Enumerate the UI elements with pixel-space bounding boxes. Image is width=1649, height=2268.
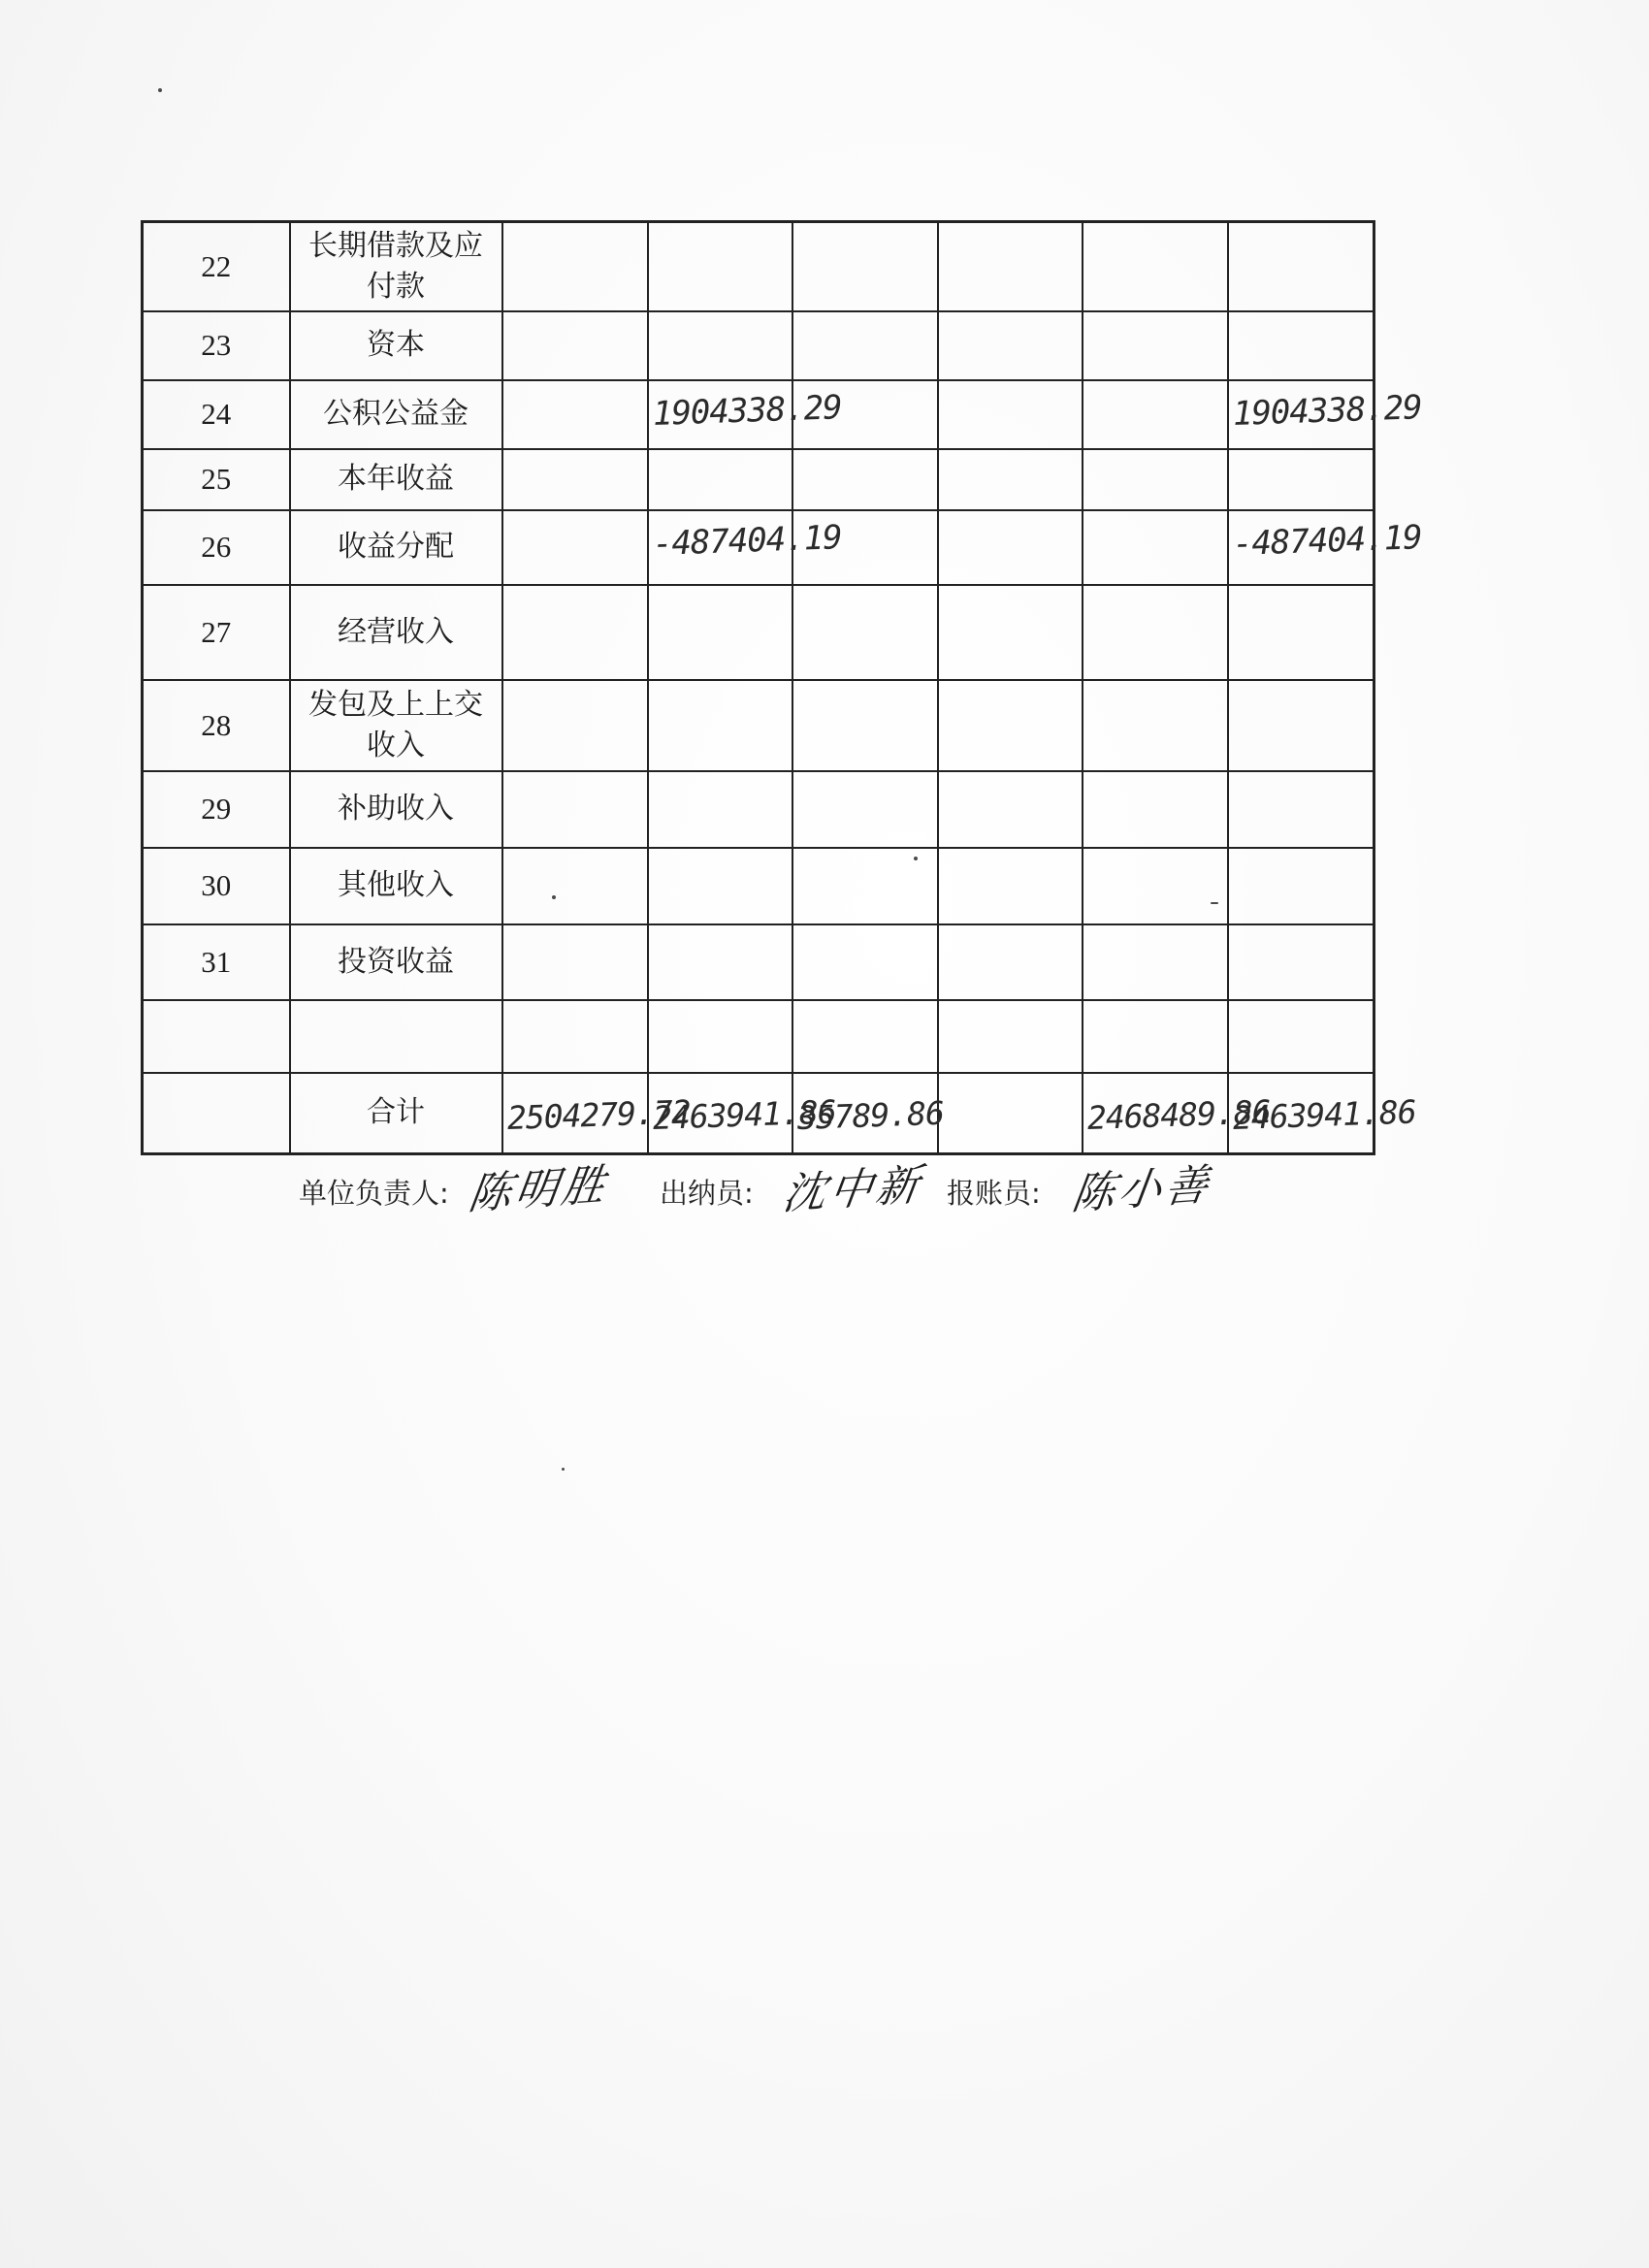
amount-cell xyxy=(938,311,1083,380)
amount-cell xyxy=(1083,848,1228,924)
row-item-name: 公积公益金 xyxy=(290,380,502,449)
handwritten-amount: 2463941.86 xyxy=(1231,1091,1416,1137)
table-row xyxy=(143,311,1374,380)
amount-cell xyxy=(1228,585,1374,680)
amount-cell xyxy=(1083,1073,1271,1154)
scan-speck xyxy=(562,1468,565,1471)
amount-cell xyxy=(792,924,938,1000)
amount-cell xyxy=(938,680,1083,771)
row-number: 29 xyxy=(143,771,290,848)
handwritten-amount: -487404.19 xyxy=(1231,517,1422,564)
amount-cell xyxy=(502,585,648,680)
amount-cell xyxy=(648,380,842,449)
row-item-name: 合计 xyxy=(290,1073,502,1154)
amount-cell xyxy=(502,848,648,924)
amount-cell xyxy=(1228,680,1374,771)
amount-cell xyxy=(1228,924,1374,1000)
amount-cell xyxy=(1228,380,1422,449)
amount-cell xyxy=(502,449,648,510)
amount-cell xyxy=(938,848,1083,924)
amount-cell xyxy=(1083,222,1228,311)
row-number: 22 xyxy=(143,222,290,311)
amount-cell xyxy=(1228,510,1422,585)
amount-cell xyxy=(1083,1000,1228,1073)
cashier-signature: 沈中新 xyxy=(779,1159,926,1220)
amount-cell xyxy=(938,222,1083,311)
amount-cell xyxy=(938,771,1083,848)
table-row xyxy=(143,680,1374,771)
amount-cell xyxy=(1083,449,1228,510)
row-number: 23 xyxy=(143,311,290,380)
row-item-name: 收益分配 xyxy=(290,510,502,585)
handwritten-amount: 1904338.29 xyxy=(1231,387,1422,434)
amount-cell xyxy=(792,510,938,585)
amount-cell xyxy=(792,585,938,680)
amount-cell xyxy=(1083,771,1228,848)
row-number: 28 xyxy=(143,680,290,771)
amount-cell xyxy=(502,771,648,848)
table-row xyxy=(143,449,1374,510)
amount-cell xyxy=(1083,380,1228,449)
amount-cell xyxy=(792,1073,945,1154)
amount-cell xyxy=(502,924,648,1000)
table-row xyxy=(143,1000,1374,1073)
amount-cell xyxy=(1228,1000,1374,1073)
row-number xyxy=(143,1000,290,1073)
table-row xyxy=(143,380,1374,449)
amount-cell xyxy=(1083,680,1228,771)
amount-cell xyxy=(648,848,792,924)
amount-cell xyxy=(502,510,648,585)
scan-speck xyxy=(158,88,162,92)
amount-cell xyxy=(502,222,648,311)
amount-cell xyxy=(1228,848,1374,924)
amount-cell xyxy=(1083,510,1228,585)
cashier-label: 出纳员: xyxy=(660,1177,754,1210)
reporter-signature: 陈小善 xyxy=(1068,1159,1215,1220)
row-number: 31 xyxy=(143,924,290,1000)
amount-cell xyxy=(648,1073,836,1154)
table-row xyxy=(143,222,1374,311)
table-row xyxy=(143,924,1374,1000)
handwritten-amount: 35789.86 xyxy=(795,1093,945,1137)
amount-cell xyxy=(938,380,1083,449)
amount-cell xyxy=(938,1073,1083,1154)
row-number xyxy=(143,1073,290,1154)
amount-cell xyxy=(648,585,792,680)
amount-cell xyxy=(792,380,938,449)
amount-cell xyxy=(938,510,1083,585)
table-row xyxy=(143,585,1374,680)
amount-cell xyxy=(792,449,938,510)
amount-cell xyxy=(792,680,938,771)
amount-cell xyxy=(1228,222,1374,311)
amount-cell xyxy=(502,311,648,380)
row-item-name: 补助收入 xyxy=(290,771,502,848)
handwritten-amount: 2504279.72 xyxy=(505,1091,691,1137)
table-row xyxy=(143,848,1374,924)
row-number: 26 xyxy=(143,510,290,585)
handwritten-amount: -487404.19 xyxy=(651,517,842,564)
handwritten-amount: 2468489.86 xyxy=(1085,1091,1271,1137)
table-row xyxy=(143,1073,1374,1154)
amount-cell xyxy=(938,585,1083,680)
row-item-name xyxy=(290,1000,502,1073)
handwritten-amount: 2463941.86 xyxy=(651,1091,836,1137)
row-number: 27 xyxy=(143,585,290,680)
amount-cell xyxy=(502,1073,691,1154)
amount-cell xyxy=(1083,924,1228,1000)
amount-cell xyxy=(938,1000,1083,1073)
row-item-name: 其他收入 xyxy=(290,848,502,924)
amount-cell xyxy=(792,848,938,924)
row-item-name: 发包及上上交收入 xyxy=(290,680,502,771)
row-number: 25 xyxy=(143,449,290,510)
amount-cell xyxy=(502,1000,648,1073)
row-item-name: 长期借款及应付款 xyxy=(290,222,502,311)
amount-cell xyxy=(502,380,648,449)
amount-cell xyxy=(648,1000,792,1073)
handwritten-amount: 1904338.29 xyxy=(651,387,842,434)
amount-cell xyxy=(1228,449,1374,510)
amount-cell xyxy=(648,311,792,380)
amount-cell xyxy=(1083,585,1228,680)
table-row xyxy=(143,510,1374,585)
amount-cell xyxy=(1228,771,1374,848)
amount-cell xyxy=(792,222,938,311)
amount-cell xyxy=(648,510,842,585)
amount-cell xyxy=(792,771,938,848)
amount-cell xyxy=(1228,1073,1416,1154)
row-number: 30 xyxy=(143,848,290,924)
amount-cell xyxy=(648,924,792,1000)
row-number: 24 xyxy=(143,380,290,449)
amount-cell xyxy=(792,1000,938,1073)
amount-cell xyxy=(502,680,648,771)
row-item-name: 资本 xyxy=(290,311,502,380)
row-item-name: 投资收益 xyxy=(290,924,502,1000)
row-item-name: 本年收益 xyxy=(290,449,502,510)
amount-cell xyxy=(1228,311,1374,380)
table-row xyxy=(143,771,1374,848)
amount-cell xyxy=(648,449,792,510)
amount-cell xyxy=(648,222,792,311)
amount-cell xyxy=(938,449,1083,510)
amount-cell xyxy=(938,924,1083,1000)
reporter-label: 报账员: xyxy=(947,1177,1041,1210)
row-item-name: 经营收入 xyxy=(290,585,502,680)
ledger-table xyxy=(141,220,1422,1155)
amount-cell xyxy=(792,311,938,380)
amount-cell xyxy=(1083,311,1228,380)
amount-cell xyxy=(648,680,792,771)
ledger-body xyxy=(143,222,1422,1154)
unit-head-label: 单位负责人: xyxy=(299,1177,449,1210)
amount-cell xyxy=(648,771,792,848)
unit-head-signature: 陈明胜 xyxy=(465,1159,612,1220)
